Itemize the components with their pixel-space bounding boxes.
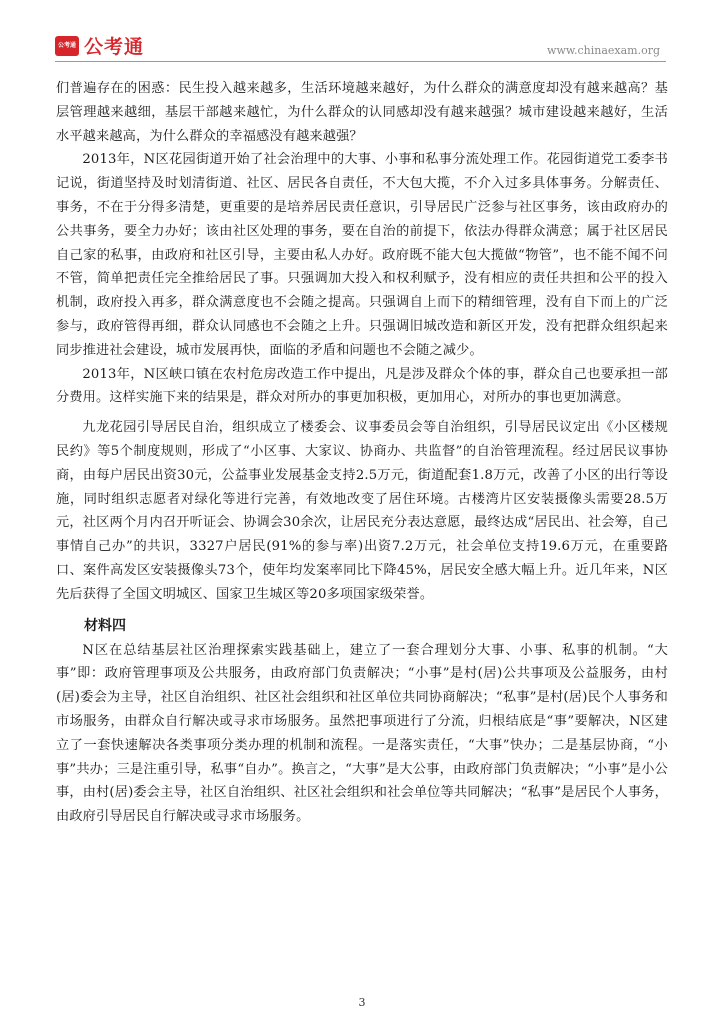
header-divider: [55, 61, 666, 62]
logo-badge: 公考通: [55, 36, 79, 56]
paragraph-huayuan: 2013年，N区花园街道开始了社会治理中的大事、小事和私事分流处理工作。花园街道党工委李书记说，街道坚持及时划清街道、社区、居民各自责任，不大包大揽，不介入过多具体事务。分解责任、事务，不在于分得多清楚，更重要的是培养居民责任意识，引导居民广泛参与社区事务，该由政府办的公共事务，要全力办好；该由社区处理的事务，要在自治的前提下，依法办得群众满意；属于社区居民自己家的私事，由政府和社区引导，主要由私人办好。政府既不能大包大揽做“物管”，也不能不闻不问不管，简单把责任完全推给居民了事。只强调加大投入和权利赋予，没有相应的责任共担和公平的投入机制，政府投入再多，群众满意度也不会随之提高。只强调自上而下的精细管理，没有自下而上的广泛参与，政府管得再细，群众认同感也不会随之上升。只强调旧城改造和新区开发，没有把群众组织起来同步推进社会建设，城市发展再快，面临的矛盾和问题也不会随之减少。: [56, 152, 668, 358]
page-header: [0, 0, 724, 70]
paragraph-xiakou: 2013年，N区峡口镇在农村危房改造工作中提出，凡是涉及群众个体的事，群众自己也要承担一部分费用。这样实施下来的结果是，群众对所办的事更加积极，更加用心，对所办的事也更加满意。: [56, 366, 668, 406]
logo-text: 公考通: [84, 36, 145, 58]
document-body: [56, 77, 668, 829]
site-url: www.chinaexam.org: [547, 44, 660, 57]
paragraph-jiulong: 九龙花园引导居民自治，组织成立了楼委会、议事委员会等自治组织，引导居民议定出《小区楼规民约》等5个制度规则，形成了“小区事、大家议、协商办、共监督”的自治管理流程。经过居民议事协商，由每户居民出资30元，公益事业发展基金支持2.5万元，街道配套1.8万元，改善了小区的出行等设施，同时组织志愿者对绿化等进行完善，有效地改变了居住环境。古楼湾片区安装摄像头需要28.5万元，社区两个月内召开听证会、协调会30余次，让居民充分表达意愿，最终达成“居民出、社会筹，自己事情自己办”的共识，3327户居民(91%的参与率)出资7.2万元，社会单位支持19.6万元，在重要路口、案件高发区安装摄像头73个，使年均发案率同比下降45%，居民安全感大幅上升。近几年来，N区先后获得了全国文明城区、国家卫生城区等20多项国家级荣誉。: [56, 420, 668, 602]
paragraph-material-four: N区在总结基层社区治理探索实践基础上，建立了一套合理划分大事、小事、私事的机制。“大事”即：政府管理事项及公共服务，由政府部门负责解决；“小事”是村(居)公共事项及公益服务，由村(居)委会为主导，社区自治组织、社区社会组织和社区单位共同协商解决；“私事”是村(居)民个人事务和市场服务，由群众自行解决或寻求市场服务。虽然把事项进行了分流，归根结底是“事”要解决，N区建立了一套快速解决各类事项分类办理的机制和流程。一是落实责任，“大事”快办；二是基层协商，“小事”共办；三是注重引导，私事“自办”。换言之，“大事”是大公事，由政府部门负责解决；“小事”是小公事，由村(居)委会主导，社区自治组织、社区社会组织和社会单位等共同解决；“私事”是居民个人事务，由政府引导居民自行解决或寻求市场服务。: [56, 642, 668, 825]
page-number: 3: [358, 996, 366, 1009]
logo: [55, 32, 144, 59]
section-heading: 材料四: [84, 617, 126, 634]
paragraph-continued: 们普遍存在的困惑：民生投入越来越多，生活环境越来越好，为什么群众的满意度却没有越来越高？基层管理越来越细，基层干部越来越忙，为什么群众的认同感却没有越来越强？城市建设越来越好，生活水平越来越高，为什么群众的幸福感没有越来越强？: [56, 81, 668, 144]
